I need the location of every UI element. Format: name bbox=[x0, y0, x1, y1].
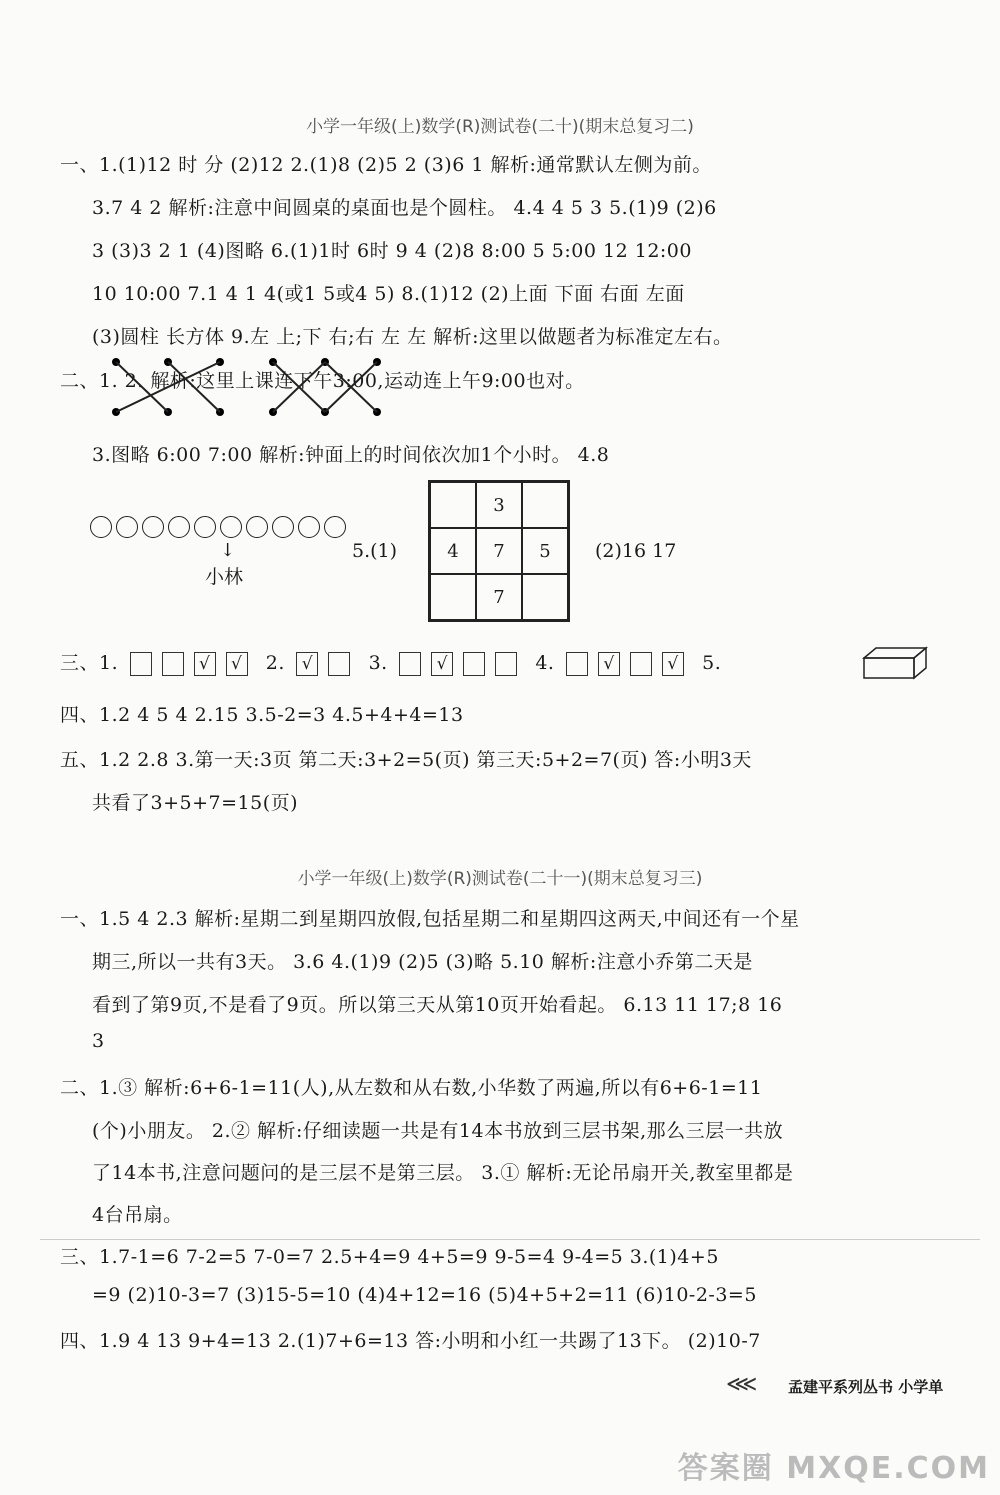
answer-box: √ bbox=[431, 652, 453, 676]
answer-box bbox=[463, 652, 485, 676]
answer-box bbox=[162, 652, 184, 676]
q5-part2: (2)16 17 bbox=[595, 540, 677, 562]
s1-line-8: 四、1.2 4 5 4 2.15 3.5-2=3 4.5+4+4=13 bbox=[60, 704, 464, 726]
s1-line-3: 3 (3)3 2 1 (4)图略 6.(1)1时 6时 9 4 (2)8 8:00 5 5:00 12 12:00 bbox=[92, 240, 692, 262]
s1-line-6: 二、1. 2. 解析:这里上课连下午3:00,运动连上午9:00也对。 bbox=[60, 370, 585, 392]
section-2-title: 小学一年级(上)数学(R)测试卷(二十一)(期末总复习三) bbox=[297, 869, 703, 889]
grid-cell: 3 bbox=[476, 482, 522, 528]
answer-box: √ bbox=[598, 652, 620, 676]
s2-line-1: 一、1.5 4 2.3 解析:星期二到星期四放假,包括星期二和星期四这两天,中间还有一个星 bbox=[60, 908, 800, 930]
answer-box: √ bbox=[226, 652, 248, 676]
s2-line-9: 三、1.7-1=6 7-2=5 7-0=7 2.5+4=9 4+5=9 9-5=4 9-4=5 3.(1)4+5 bbox=[60, 1246, 719, 1268]
s2-line-10: =9 (2)10-3=7 (3)15-5=10 (4)4+12=16 (5)4+5+2=11 (6)10-2-3=5 bbox=[92, 1284, 757, 1306]
s2-line-8: 4台吊扇。 bbox=[92, 1204, 183, 1226]
s2-line-11: 四、1.9 4 13 9+4=13 2.(1)7+6=13 答:小明和小红一共踢了13下。 (2)10-7 bbox=[60, 1330, 761, 1352]
answer-box bbox=[630, 652, 652, 676]
q4-label: 4. bbox=[535, 652, 555, 674]
grid-cell bbox=[522, 482, 568, 528]
matching-diagram-2 bbox=[265, 356, 385, 418]
watermark: 答案圈 MXQE.COM bbox=[677, 1451, 990, 1486]
grid-cell bbox=[522, 574, 568, 620]
grid-cell: 7 bbox=[476, 528, 522, 574]
s1-line-4: 10 10:00 7.1 4 1 4(或1 5或4 5) 8.(1)12 (2)上面 下面 右面 左面 bbox=[92, 283, 685, 305]
answer-box: √ bbox=[194, 652, 216, 676]
matching-diagram-1 bbox=[108, 356, 228, 418]
q5-label: 5.(1) bbox=[352, 540, 398, 562]
part3-label: 三、1. bbox=[60, 652, 119, 674]
q5b-label: 5. bbox=[702, 652, 722, 674]
s1-line-1: 一、1.(1)12 时 分 (2)12 2.(1)8 (2)5 2 (3)6 1 解析:通常默认左侧为前。 bbox=[60, 154, 712, 176]
answer-box bbox=[328, 652, 350, 676]
s2-line-5: 二、1.③ 解析:6+6-1=11(人),从左数和从右数,小华数了两遍,所以有6+6-1=11 bbox=[60, 1077, 763, 1099]
s1-line-5: (3)圆柱 长方体 9.左 上;下 右;右 左 左 解析:这里以做题者为标准定左右。 bbox=[92, 326, 733, 348]
s2-line-6: (个)小朋友。 2.② 解析:仔细读题一共是有14本书放到三层书架,那么三层一共放 bbox=[92, 1120, 784, 1142]
q5-grid bbox=[428, 480, 570, 622]
q3-label: 3. bbox=[368, 652, 388, 674]
grid-cell bbox=[430, 574, 476, 620]
section-1-title: 小学一年级(上)数学(R)测试卷(二十)(期末总复习二) bbox=[306, 117, 694, 137]
s1-line-2: 3.7 4 2 解析:注意中间圆桌的桌面也是个圆柱。 4.4 4 5 3 5.(1)9 (2)6 bbox=[92, 197, 717, 219]
grid-cell: 4 bbox=[430, 528, 476, 574]
s2-line-4: 3 bbox=[92, 1030, 105, 1052]
divider bbox=[40, 1239, 980, 1240]
s2-line-3: 看到了第9页,不是看了9页。所以第三天从第10页开始看起。 6.13 11 17;8 16 bbox=[92, 994, 783, 1016]
answer-box: √ bbox=[662, 652, 684, 676]
answer-box bbox=[399, 652, 421, 676]
answer-box bbox=[130, 652, 152, 676]
s2-line-2: 期三,所以一共有3天。 3.6 4.(1)9 (2)5 (3)略 5.10 解析:注意小乔第二天是 bbox=[92, 951, 753, 973]
q2-label: 2. bbox=[265, 652, 285, 674]
s1-line-10: 共看了3+5+7=15(页) bbox=[92, 792, 299, 814]
s1-checkbox-line bbox=[60, 648, 721, 676]
cuboid-icon bbox=[862, 646, 928, 680]
footer-text: 孟建平系列丛书 小学单 bbox=[788, 1378, 944, 1396]
arrow-down-icon: ↓ bbox=[220, 540, 236, 561]
s1-line-9: 五、1.2 2.8 3.第一天:3页 第二天:3+2=5(页) 第三天:5+2=7(页) 答:小明3天 bbox=[60, 749, 752, 771]
grid-cell: 5 bbox=[522, 528, 568, 574]
answer-box bbox=[566, 652, 588, 676]
xiaolin-label: 小林 bbox=[205, 566, 244, 588]
answer-box bbox=[495, 652, 517, 676]
s1-line-7: 3.图略 6:00 7:00 解析:钟面上的时间依次加1个小时。 4.8 bbox=[92, 444, 610, 466]
circles-row bbox=[90, 516, 346, 538]
footer-arrow-icon: ⋘ bbox=[726, 1372, 758, 1397]
grid-cell: 7 bbox=[476, 574, 522, 620]
answer-box: √ bbox=[296, 652, 318, 676]
s2-line-7: 了14本书,注意问题问的是三层不是第三层。 3.① 解析:无论吊扇开关,教室里都是 bbox=[92, 1162, 794, 1184]
grid-cell bbox=[430, 482, 476, 528]
